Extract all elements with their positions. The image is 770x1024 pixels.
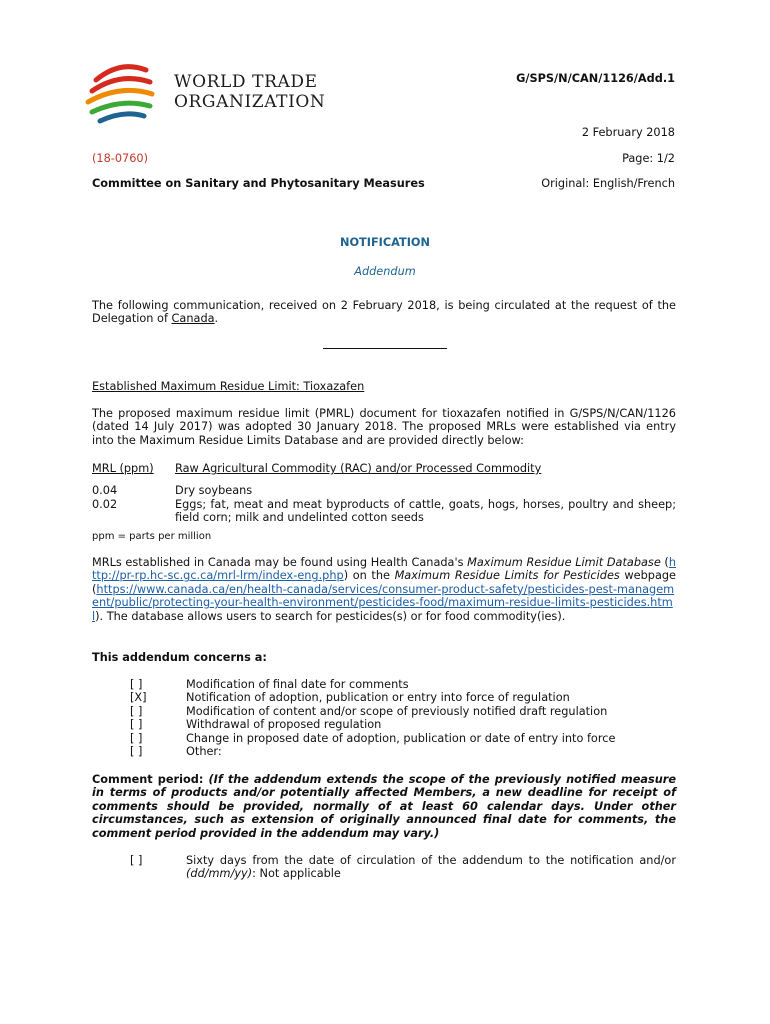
wto-emblem-icon	[82, 58, 160, 128]
sixty-days-item	[130, 854, 676, 881]
mrl-column-header: MRL (ppm)	[92, 462, 154, 475]
list-item	[130, 691, 676, 704]
document-date: 2 February 2018	[581, 126, 675, 139]
concern-label: Modification of final date for comments	[186, 678, 409, 691]
separator-line	[323, 348, 447, 349]
mrl-value: 0.02	[92, 497, 118, 511]
concern-label: Other:	[186, 745, 222, 759]
mrl-webpage-name: Maximum Residue Limits for Pesticides	[394, 569, 620, 583]
concern-label: Modification of content and/or scope of previously notified draft regulation	[186, 704, 608, 718]
checkbox-mark: [ ]	[130, 731, 143, 745]
notification-subtitle: Addendum	[354, 265, 416, 278]
commodity-value: Dry soybeans	[175, 484, 253, 498]
section-heading: Established Maximum Residue Limit: Tioxazafen	[92, 380, 365, 393]
intro-paragraph	[92, 299, 676, 326]
page-number: Page: 1/2	[622, 152, 675, 165]
mrl-text-1: MRLs established in Canada may be found using Health Canada's	[92, 556, 468, 569]
mrl-text-3: ) on the	[343, 569, 395, 583]
org-name-line1: WORLD TRADE	[174, 72, 318, 92]
mrl-database-paragraph	[92, 556, 676, 623]
list-item	[130, 732, 676, 745]
comment-period	[92, 773, 676, 840]
concern-label: Notification of adoption, publication or entry into force of regulation	[186, 691, 570, 705]
date-format: (dd/mm/yy)	[186, 867, 253, 881]
notification-title: NOTIFICATION	[339, 236, 430, 249]
comment-period-label: Comment period:	[92, 773, 209, 786]
sixty-days-text	[186, 854, 676, 881]
list-item	[130, 745, 676, 758]
intro-country: Canada	[171, 312, 215, 326]
checkbox-mark: [ ]	[130, 854, 143, 867]
concerns-list	[130, 678, 676, 758]
mrl-text-2: (	[660, 556, 669, 569]
concern-label: Change in proposed date of adoption, publication or date of entry into force	[186, 731, 616, 745]
body-paragraph: The proposed maximum residue limit (PMRL) document for tioxazafen notified in G/SPS/N/CAN/1126 (dated 14 July 2017) was adopted 30 January 2018. The proposed MRLs were established via entry into the Maximum Residue Limits Database and are provided directly below:	[92, 407, 676, 447]
checkbox-mark: [ ]	[130, 718, 143, 732]
checkbox-mark: [ ]	[130, 704, 143, 718]
ppm-note: ppm = parts per million	[92, 531, 212, 542]
mrl-text-4: webpage (	[92, 569, 676, 596]
mrl-database-link[interactable]: http://pr-rp.hc-sc.gc.ca/mrl-lrm/index-eng.php	[92, 556, 676, 583]
mrl-table-header	[92, 462, 676, 475]
checkbox-mark: [X]	[130, 691, 147, 705]
intro-end: .	[214, 312, 219, 326]
list-item	[130, 705, 676, 718]
mrl-table	[92, 462, 676, 525]
mrl-text-5: ). The database allows users to search for pesticides(s) or for food commodity(ies).	[95, 609, 566, 623]
org-name-line2: ORGANIZATION	[174, 92, 326, 112]
list-item	[130, 678, 676, 691]
mrl-webpage-link[interactable]: https://www.canada.ca/en/health-canada/services/consumer-product-safety/pesticides-pest-management/public/protecting-your-health-environment/pesticides-food/maximum-residue-limits-pesticides.html	[92, 582, 675, 623]
reference-number: (18-0760)	[92, 152, 149, 165]
wto-logo	[82, 58, 342, 128]
concern-label: Withdrawal of proposed regulation	[186, 718, 382, 732]
sixty-days-value: : Not applicable	[252, 867, 341, 881]
commodity-column-header: Raw Agricultural Commodity (RAC) and/or Processed Commodity	[175, 462, 542, 475]
table-row	[92, 498, 676, 525]
mrl-value: 0.04	[92, 484, 118, 498]
checkbox-mark: [ ]	[130, 745, 143, 759]
original-language: Original: English/French	[541, 177, 675, 190]
comment-period-text: (If the addendum extends the scope of the previously notified measure in terms of products and/or potentially affected Members, a new deadline for receipt of comments should be provided, normally of at least 60 calendar days. Under other circumstances, such as extension of originally announced final date for comments, the comment period provided in the addendum may vary.)	[92, 773, 676, 840]
checkbox-mark: [ ]	[130, 678, 143, 691]
committee-name: Committee on Sanitary and Phytosanitary Measures	[92, 177, 425, 190]
concerns-heading: This addendum concerns a:	[92, 651, 267, 664]
list-item	[130, 718, 676, 731]
mrl-database-name: Maximum Residue Limit Database	[467, 556, 661, 569]
intro-text: The following communication, received on 2 February 2018, is being circulated at the request of the Delegation of	[92, 299, 676, 326]
commodity-value: Eggs; fat, meat and meat byproducts of cattle, goats, hogs, horses, poultry and sheep; field corn; milk and undelinted cotton seeds	[175, 497, 676, 525]
sixty-days-label: Sixty days from the date of circulation of the addendum to the notification and/or	[186, 854, 676, 867]
document-symbol: G/SPS/N/CAN/1126/Add.1	[516, 72, 675, 85]
table-row	[92, 484, 676, 497]
